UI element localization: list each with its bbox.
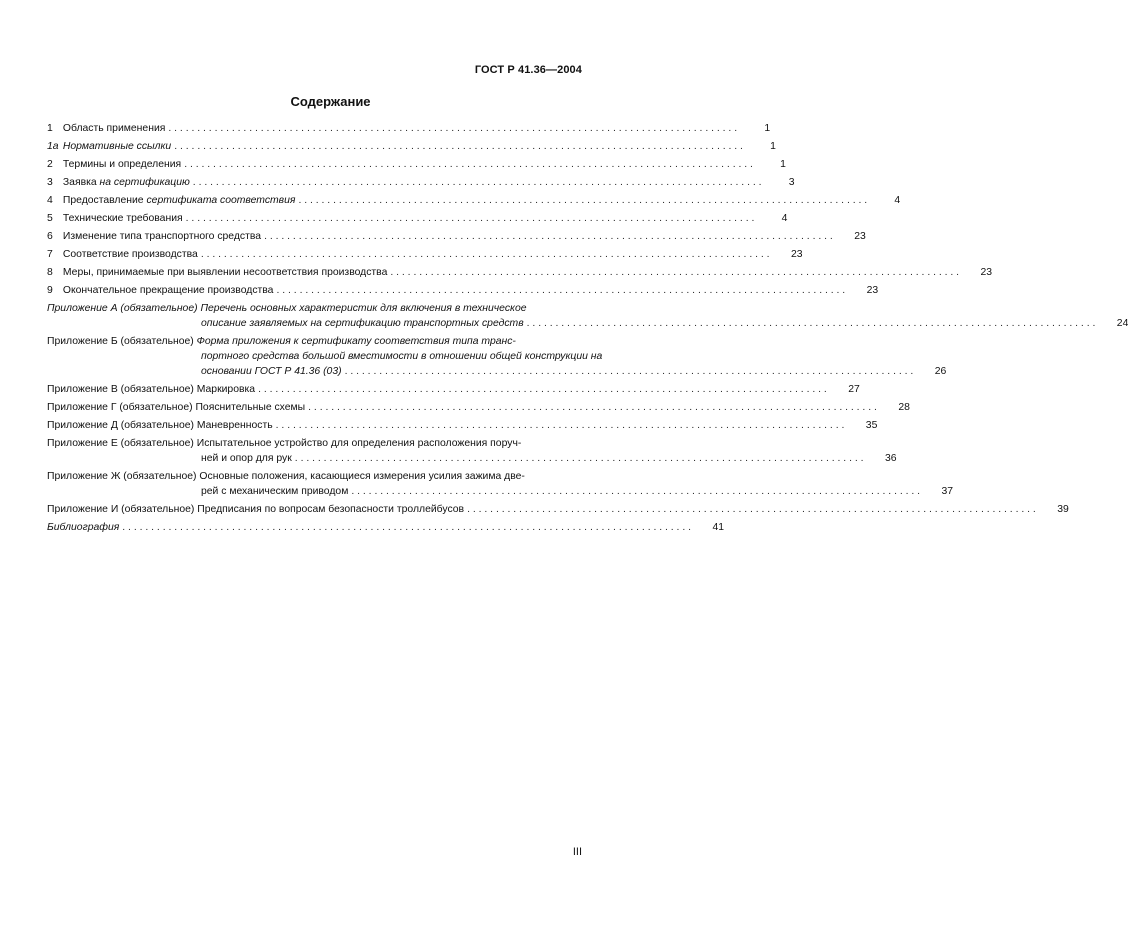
toc-entry-appendix-zh[interactable] <box>47 469 954 499</box>
toc-title: Содержание <box>290 94 371 109</box>
toc-appendix-prefix: Приложение Д (обязательное) <box>47 420 194 431</box>
toc-page-number: 26 <box>934 366 947 377</box>
toc-entry-bibliography[interactable] <box>47 520 724 535</box>
toc-entry-4[interactable]: 4 Предоставление сертификата соответствия . . . 4 <box>47 193 583 208</box>
toc-entry-6[interactable]: 6 Изменение типа транспортного средства . . . 23 <box>47 229 583 244</box>
toc-entry-appendix-d[interactable] <box>47 418 878 433</box>
toc-entry-2[interactable]: 2 Термины и определения . . . 1 <box>47 157 583 172</box>
toc-page-number: 23 <box>866 285 879 296</box>
toc-page-number: 36 <box>884 453 897 464</box>
table-of-contents <box>47 121 1128 538</box>
toc-page-number: 23 <box>980 267 993 278</box>
toc-entry-label: Пояснительные схемы <box>195 402 306 413</box>
toc-page-number: 39 <box>1057 504 1069 515</box>
toc-entry-5[interactable]: 5 Технические требования . . . 4 <box>47 211 583 226</box>
toc-entry-label: Изменение типа транспортного средства <box>62 231 262 242</box>
toc-page-number: 4 <box>894 195 901 206</box>
toc-entry-label: Предписания по вопросам безопасности троллейбусов <box>197 504 465 515</box>
toc-entry-label: Технические требования <box>62 213 183 224</box>
toc-entry-label: Заявка <box>62 177 100 188</box>
toc-page-number: 23 <box>790 249 803 260</box>
toc-page-number: 1 <box>764 123 771 134</box>
toc-entry-label: Меры, принимаемые при выявлении несоответствия производства <box>62 267 388 278</box>
toc-entry-label-continued: основании ГОСТ Р 41.36 (03) <box>201 366 342 377</box>
page-number: III <box>572 846 582 858</box>
toc-appendix-prefix: Приложение Б (обязательное) <box>47 336 194 347</box>
toc-appendix-prefix: Приложение И (обязательное) <box>47 504 195 515</box>
toc-entry-appendix-v[interactable] <box>47 382 860 397</box>
toc-page-number: 3 <box>788 177 795 188</box>
toc-appendix-prefix: Приложение Г (обязательное) <box>47 402 193 413</box>
toc-page-number: 37 <box>941 486 954 497</box>
toc-page-number: 27 <box>848 384 860 395</box>
toc-entry-label: Форма приложения к сертификату соответствия типа транс- <box>196 336 516 347</box>
toc-entry-9[interactable]: 9 Окончательное прекращение производства . . . 23 <box>47 283 583 298</box>
toc-entry-label: Библиография <box>47 522 120 533</box>
toc-entry-label: Основные положения, касающиеся измерения усилия зажима две- <box>199 471 525 482</box>
toc-page-number: 41 <box>712 522 724 533</box>
toc-entry-label-continued: портного средства большой вместимости в отношении общей конструкции на <box>201 351 603 362</box>
toc-entry-label: Перечень основных характеристик для включения в техническое <box>200 303 527 314</box>
toc-entry-label: Область применения <box>62 123 166 134</box>
toc-entry-label: Маркировка <box>196 384 256 395</box>
toc-entry-appendix-a[interactable] <box>47 301 1128 331</box>
toc-entry-label: Испытательное устройство для определения расположения поруч- <box>196 438 522 449</box>
toc-entry-label: Нормативные ссылки <box>62 141 172 152</box>
toc-entry-label: Окончательное прекращение производства <box>62 285 274 296</box>
toc-entry-3[interactable]: 3 Заявка на сертификацию . . . 3 <box>47 175 583 190</box>
toc-entry-label: Маневренность <box>196 420 273 431</box>
toc-page-number: 24 <box>1116 318 1128 329</box>
toc-entry-appendix-i[interactable] <box>47 502 1069 517</box>
toc-entry-label: Термины и определения <box>62 159 182 170</box>
document-id-header: ГОСТ Р 41.36—2004 <box>474 64 582 76</box>
toc-appendix-prefix: Приложение Ж (обязательное) <box>47 471 197 482</box>
toc-page-number: 1 <box>780 159 786 170</box>
toc-entry-label-continued: описание заявляемых на сертификацию транспортных средств <box>201 318 524 329</box>
toc-appendix-prefix: Приложение А (обязательное) <box>47 303 198 314</box>
toc-entry-label-continued: ней и опор для рук <box>201 453 292 464</box>
toc-entry-label-continued: рей с механическим приводом <box>201 486 349 497</box>
toc-page-number: 23 <box>854 231 866 242</box>
toc-entry-1a[interactable]: 1а Нормативные ссылки . . . 1 <box>47 139 583 154</box>
toc-page-number: 35 <box>865 420 878 431</box>
toc-page-number: 1 <box>770 141 776 152</box>
toc-entry-7[interactable]: 7 Соответствие производства . . . 23 <box>47 247 583 262</box>
toc-entry-label: Соответствие производства <box>62 249 198 260</box>
toc-entry-label-italic: на сертификацию <box>99 177 190 188</box>
toc-entry-label-italic: сертификата соответствия <box>146 195 296 206</box>
toc-entry-appendix-g[interactable] <box>47 400 910 415</box>
toc-entry-8[interactable]: 8 Меры, принимаемые при выявлении несоответствия производства . . . 23 <box>47 265 583 280</box>
toc-entry-label: Предоставление <box>62 195 147 206</box>
toc-page-number: 4 <box>781 213 788 224</box>
toc-appendix-prefix: Приложение В (обязательное) <box>47 384 194 395</box>
toc-entry-appendix-e[interactable] <box>47 436 897 466</box>
toc-entry-1[interactable]: 1 Область применения . . . 1 <box>47 121 583 136</box>
toc-entry-appendix-b[interactable] <box>47 334 947 379</box>
toc-appendix-prefix: Приложение Е (обязательное) <box>47 438 194 449</box>
toc-page-number: 28 <box>898 402 910 413</box>
